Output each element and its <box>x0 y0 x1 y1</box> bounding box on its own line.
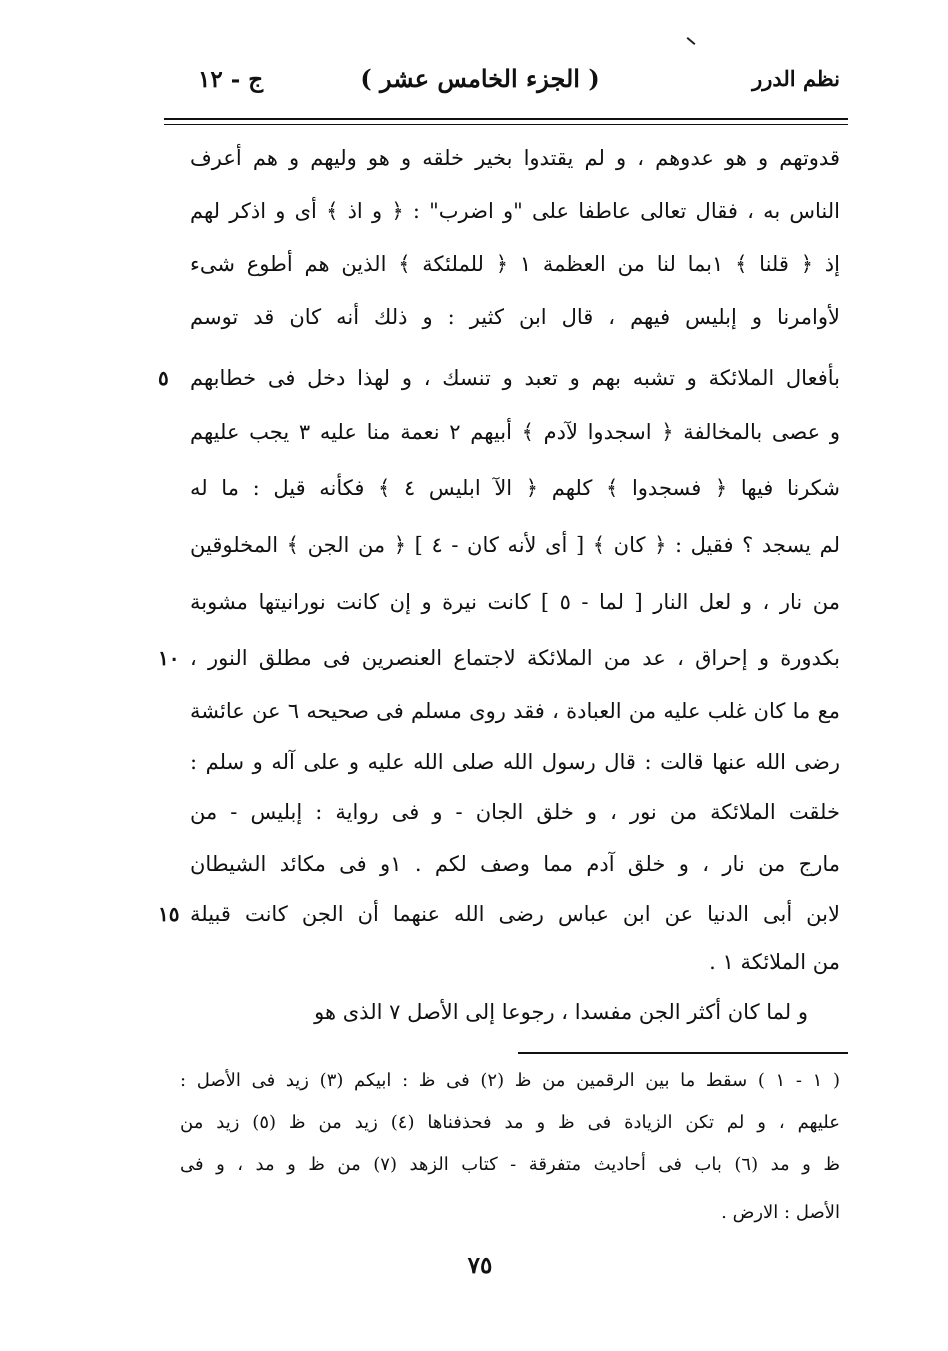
scan-mark <box>687 37 696 45</box>
body-line: من الملائكة ١ . <box>709 950 840 974</box>
running-header-part-title: ( الجزء الخامس عشر ) <box>360 64 600 93</box>
running-header-volume: ج - ١٢ <box>198 66 264 93</box>
body-line: رضى الله عنها قالت : قال رسول الله صلى الله عليه و على آله و سلم : <box>190 750 840 774</box>
line-number-marker: ١٠ <box>158 646 180 670</box>
header-rule-thick <box>164 118 848 120</box>
footnote-line: عليهم ، و لم تكن الزيادة فى ظ و مد فحذفناها (٤) زيد من ظ (٥) زيد من <box>180 1112 840 1133</box>
body-line: إذ ﴿ قلنا ﴾ ١بما لنا من العظمة ١ ﴿ للملئكة ﴾ الذين هم أطوع شىء <box>190 252 840 276</box>
body-line: الناس به ، فقال تعالى عاطفا على "و اضرب" : ﴿ و اذ ﴾ أى و اذكر لهم <box>190 199 840 223</box>
body-line: خلقت الملائكة من نور ، و خلق الجان - و فى رواية : إبليس - من <box>190 800 840 824</box>
body-line: مع ما كان غلب عليه من العبادة ، فقد روى مسلم فى صحيحه ٦ عن عائشة <box>190 699 840 723</box>
header-rule-thin <box>164 124 848 125</box>
body-line: بكدورة و إحراق ، عد من الملائكة لاجتماع العنصرين فى مطلق النور ، <box>190 646 840 670</box>
footnote-line: الأصل : الارض . <box>721 1202 840 1223</box>
footnote-line: ( ١ - ١ ) سقط ما بين الرقمين من ظ (٢) فى ظ : ابيكم (٣) زيد فى الأصل : <box>180 1070 840 1091</box>
body-line: لم يسجد ؟ فقيل : ﴿ كان ﴾ [ أى لأنه كان - ٤ ] ﴿ من الجن ﴾ المخلوقين <box>190 533 840 557</box>
body-line: بأفعال الملائكة و تشبه بهم و تعبد و تنسك ، و لهذا دخل فى خطابهم <box>190 366 840 390</box>
body-line: لأوامرنا و إبليس فيهم ، قال ابن كثير : و ذلك أنه كان قد توسم <box>190 305 840 329</box>
body-line: شكرنا فيها ﴿ فسجدوا ﴾ كلهم ﴿ الآ ابليس ٤ ﴾ فكأنه قيل : ما له <box>190 476 840 500</box>
footnote-separator <box>518 1052 848 1054</box>
body-line: قدوتهم و هو عدوهم ، و لم يقتدوا بخير خلقه و هو وليهم و هم أعرف <box>190 146 840 170</box>
running-header-book-title: نظم الدرر <box>752 66 840 91</box>
line-number-marker: ٥ <box>158 366 169 390</box>
body-line: مارج من نار ، و خلق آدم مما وصف لكم . ١و فى مكائد الشيطان <box>190 852 840 876</box>
line-number-marker: ١٥ <box>158 902 180 926</box>
page-number: ٧٥ <box>467 1252 493 1279</box>
body-line: من نار ، و لعل النار [ لما - ٥ ] كانت نيرة و إن كانت نورانيتها مشوبة <box>190 590 840 614</box>
body-line: لابن أبى الدنيا عن ابن عباس رضى الله عنهما أن الجن كانت قبيلة <box>190 902 840 926</box>
body-line-indented: و لما كان أكثر الجن مفسدا ، رجوعا إلى الأصل ٧ الذى هو <box>314 1000 808 1024</box>
footnote-line: ظ و مد (٦) باب فى أحاديث متفرقة - كتاب الزهد (٧) من ظ و مد ، و فى <box>180 1154 840 1175</box>
body-line: و عصى بالمخالفة ﴿ اسجدوا لآدم ﴾ أبيهم ٢ نعمة منا عليه ٣ يجب عليهم <box>190 420 840 444</box>
